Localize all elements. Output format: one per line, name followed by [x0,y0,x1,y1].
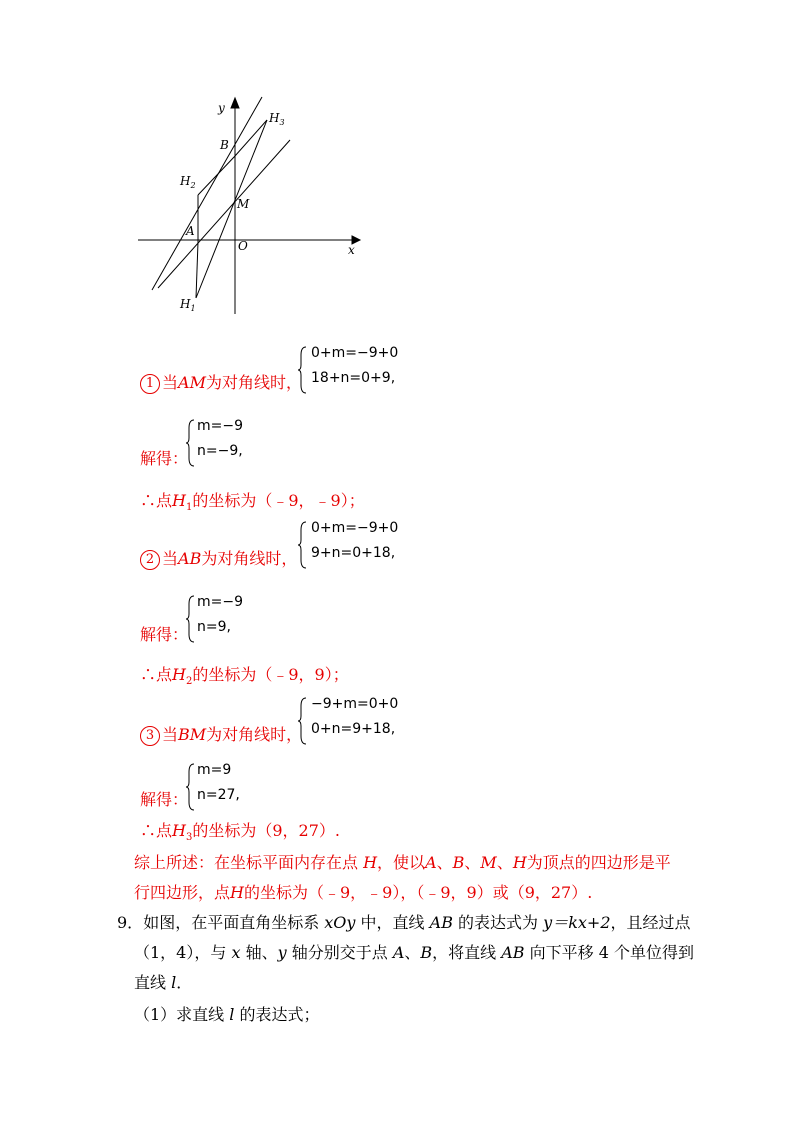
sol3-system [197,758,240,808]
sol2-system [197,590,243,640]
line-AM [158,140,290,288]
case1-eq1: 0+m=−9+0 [311,345,399,361]
label-O: O [238,239,248,253]
case3-line: 3 当BM为对角线时， [140,722,302,746]
sol2-label: 解得： [140,625,189,644]
case2-system [311,516,398,566]
sol2-eq1: m=−9 [197,594,244,610]
case1-eq2: 18+n=0+9, [311,370,396,386]
sol1-system [197,414,243,464]
sol3-eq2: n=27, [197,787,240,803]
label-B: B [220,138,229,152]
problem9-line2: （1，4），与 x 轴、y 轴分别交于点 A、B，将直线 AB 向下平移 4 个单位得到 [134,943,695,962]
y-axis-label: y [218,101,225,115]
result3: ∴点$H_3$的坐标为（9，27）. [140,821,340,844]
problem9-line3: 直线 l． [134,973,193,992]
segment-H1-H3 [196,120,267,298]
summary-line1: 综上所述：在坐标平面内存在点 H，使以A、B、M、H为顶点的四边形是平 [134,853,671,872]
label-H1: $H_1$ [180,297,196,313]
circled-number-1: 1 [140,374,160,394]
case2-line: 2 当AB为对角线时， [140,546,297,570]
geometry-figure [130,92,370,317]
label-H2: $H_2$ [180,174,196,190]
problem9-part1: （1）求直线 l 的表达式； [134,1005,320,1024]
sol3-brace [186,762,196,816]
label-M: M [237,197,250,211]
case2-eq1: 0+m=−9+0 [311,520,399,536]
result1: ∴点$H_1$的坐标为（﹣9，﹣9）； [140,491,365,514]
problem9-line1: 9．如图，在平面直角坐标系 xOy 中，直线 AB 的表达式为 y＝kx+2，且经过点 [117,913,691,932]
segment-H2-B [198,156,235,195]
circled-number-3: 3 [140,726,160,746]
label-A: A [186,224,195,238]
line-AB [152,97,262,290]
case2-brace [298,520,308,574]
case1-brace [298,345,308,399]
sol1-eq1: m=−9 [197,418,244,434]
sol1-brace [186,418,196,472]
summary-line2: 行四边形，点H的坐标为（﹣9，﹣9），（﹣9，9）或（9，27）. [134,883,593,902]
case1-system [311,341,398,391]
segment-B-H3 [235,120,267,156]
sol3-label: 解得： [140,790,189,809]
sol1-eq2: n=−9, [197,443,243,459]
sol3-eq1: m=9 [197,762,232,778]
circled-number-2: 2 [140,550,160,570]
case2-eq2: 9+n=0+18, [311,545,396,561]
case1-line: 1 当AM为对角线时， [140,370,302,394]
case3-eq2: 0+n=9+18, [311,721,396,737]
segment-A-H1 [196,242,198,298]
label-H3: $H_3$ [269,111,285,127]
case3-brace [298,696,308,750]
result2: ∴点$H_2$的坐标为（﹣9，9）； [140,665,349,688]
y-axis-arrow [231,98,239,108]
x-axis-label: x [348,243,355,257]
case3-eq1: −9+m=0+0 [311,696,399,712]
sol2-eq2: n=9, [197,619,231,635]
sol2-brace [186,594,196,648]
case3-system [311,692,398,742]
sol1-label: 解得： [140,449,189,468]
